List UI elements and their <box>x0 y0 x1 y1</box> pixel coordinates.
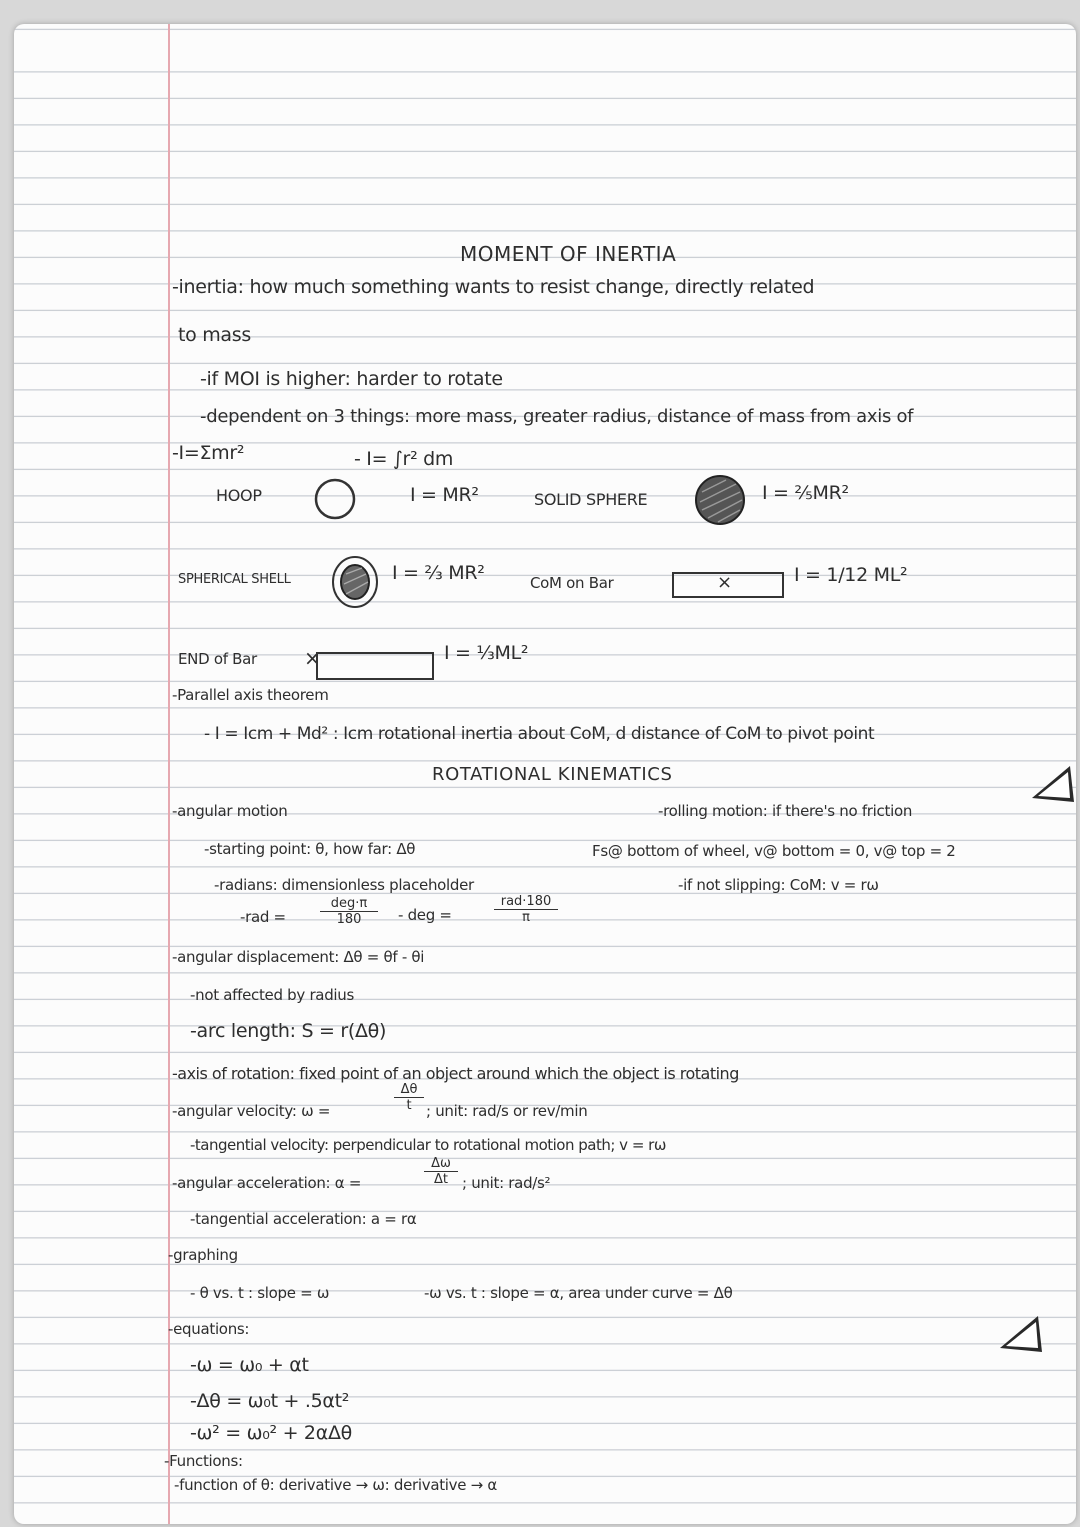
radians-note: -radians: dimensionless placeholder <box>214 876 474 894</box>
functions-heading: -Functions: <box>164 1452 243 1470</box>
solid-sphere-label: SOLID SPHERE <box>534 490 648 509</box>
angular-displacement-note: -angular displacement: Δθ = θf - θi <box>172 948 425 966</box>
page-curl-mark-lower <box>998 1314 1044 1354</box>
com-bar-equation: I = 1/12 ML² <box>794 564 908 586</box>
com-bar-label: CoM on Bar <box>530 574 614 592</box>
if-moi-higher-note: -if MOI is higher: harder to rotate <box>200 368 503 390</box>
equations-heading: -equations: <box>168 1320 250 1338</box>
tangential-acceleration-note: -tangential acceleration: a = rα <box>190 1210 417 1228</box>
kinematic-equation-3: -ω² = ω₀² + 2αΔθ <box>190 1422 352 1444</box>
starting-point-note: -starting point: θ, how far: Δθ <box>204 840 416 858</box>
solid-sphere-equation: I = ⅖MR² <box>762 482 849 504</box>
parallel-axis-heading: -Parallel axis theorem <box>172 686 329 704</box>
deg-conversion-denominator: π <box>494 909 558 925</box>
graphing-heading: -graphing <box>168 1246 238 1264</box>
equation-sum-mr2: -I=Σmr² <box>172 442 245 464</box>
hoop-equation: I = MR² <box>410 484 479 506</box>
angular-acceleration-numerator: Δω <box>431 1156 451 1171</box>
end-bar-label: END of Bar <box>178 650 257 668</box>
spherical-shell-label: SPHERICAL SHELL <box>178 572 291 587</box>
com-mark: × <box>717 572 732 593</box>
angular-acceleration-denominator: Δt <box>424 1171 458 1187</box>
not-affected-note: -not affected by radius <box>190 986 355 1004</box>
kinematic-equation-2: -Δθ = ω₀t + .5αt² <box>190 1390 350 1412</box>
angular-motion-heading: -angular motion <box>172 802 288 820</box>
spherical-shell-drawing <box>330 554 380 610</box>
angular-acceleration-label: -angular acceleration: α = <box>172 1174 362 1192</box>
end-bar-equation: I = ⅓ML² <box>444 642 529 664</box>
equation-integral: - I= ∫r² dm <box>354 448 454 470</box>
rad-conversion-numerator: deg·π <box>330 896 368 911</box>
hoop-label: HOOP <box>216 486 262 505</box>
angular-acceleration-units: ; unit: rad/s² <box>462 1174 551 1192</box>
deg-conversion-fraction <box>494 894 558 925</box>
inertia-definition-line1: -inertia: how much something wants to resist change, directly related <box>172 276 815 298</box>
notebook-page <box>14 24 1076 1524</box>
spherical-shell-equation: I = ⅔ MR² <box>392 562 485 584</box>
rad-conversion-denominator: 180 <box>320 911 378 927</box>
rad-conversion-fraction <box>320 896 378 927</box>
page-curl-mark <box>1030 764 1076 804</box>
margin-line <box>168 24 170 1524</box>
title-rotational-kinematics: ROTATIONAL KINEMATICS <box>432 764 673 785</box>
angular-velocity-label: -angular velocity: ω = <box>172 1102 331 1120</box>
angular-velocity-fraction <box>394 1082 424 1113</box>
axis-of-rotation-note: -axis of rotation: fixed point of an object around which the object is rotating <box>172 1064 739 1083</box>
parallel-axis-equation: - I = Icm + Md² : Icm rotational inertia about CoM, d distance of CoM to pivot point <box>204 724 875 744</box>
rolling-motion-note: -rolling motion: if there's no friction <box>658 802 913 820</box>
tangential-velocity-note: -tangential velocity: perpendicular to rotational motion path; v = rω <box>190 1136 666 1154</box>
arc-length-note: -arc length: S = r(Δθ) <box>190 1020 387 1042</box>
solid-sphere-drawing <box>692 472 748 528</box>
angular-velocity-units: ; unit: rad/s or rev/min <box>426 1102 588 1120</box>
theta-vs-t-note: - θ vs. t : slope = ω <box>190 1284 330 1302</box>
angular-velocity-denominator: t <box>394 1097 424 1113</box>
deg-conversion-label: - deg = <box>398 906 452 924</box>
not-slipping-note: -if not slipping: CoM: v = rω <box>678 876 879 894</box>
dependent-note: -dependent on 3 things: more mass, greater radius, distance of mass from axis of <box>200 406 914 427</box>
inertia-definition-line2: to mass <box>178 324 251 346</box>
omega-vs-t-note: -ω vs. t : slope = α, area under curve = Δθ <box>424 1284 733 1302</box>
hoop-drawing <box>312 476 358 522</box>
kinematic-equation-1: -ω = ω₀ + αt <box>190 1354 309 1376</box>
angular-acceleration-fraction <box>424 1156 458 1187</box>
end-bar-drawing <box>316 652 434 680</box>
title-moment-of-inertia: MOMENT OF INERTIA <box>460 242 677 266</box>
deg-conversion-numerator: rad·180 <box>500 894 552 909</box>
function-derivative-note: -function of θ: derivative → ω: derivative → α <box>174 1476 497 1494</box>
angular-velocity-numerator: Δθ <box>400 1082 418 1097</box>
friction-static-note: Fs@ bottom of wheel, v@ bottom = 0, v@ top = 2 <box>592 842 956 860</box>
end-mark: × <box>304 646 321 670</box>
rad-conversion-label: -rad = <box>240 908 286 926</box>
